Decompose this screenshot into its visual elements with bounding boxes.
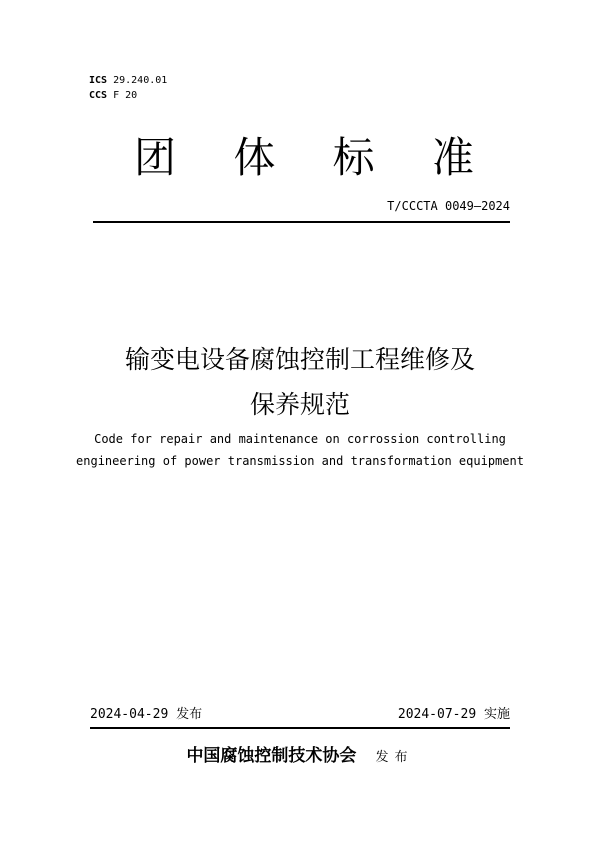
issue-date-block	[90, 706, 202, 724]
standard-number: T/CCCTA 0049—2024	[387, 199, 510, 213]
document-type-char: 体	[233, 133, 276, 182]
ccs-label: CCS	[89, 90, 108, 101]
title-chinese	[60, 337, 540, 427]
ccs-code	[89, 88, 167, 103]
implement-date-block	[398, 706, 510, 724]
title-chinese-line1: 输变电设备腐蚀控制工程维修及	[124, 345, 475, 374]
title-english-line1: Code for repair and maintenance on corrossion controlling	[94, 432, 506, 446]
title-english	[40, 428, 560, 472]
document-type-heading	[134, 132, 474, 184]
publisher-verb: 发布	[375, 750, 414, 765]
footer-divider	[90, 727, 510, 729]
ics-label: ICS	[89, 75, 108, 86]
implement-date: 2024-07-29	[397, 707, 477, 722]
document-type-char: 团	[134, 133, 177, 182]
document-type-char: 准	[431, 133, 474, 182]
classification-codes	[89, 73, 167, 103]
document-type-char: 标	[332, 133, 375, 182]
publisher-line	[60, 745, 540, 767]
issue-label: 发布	[176, 707, 203, 722]
ccs-value: F 20	[113, 90, 138, 101]
header-divider	[93, 221, 510, 223]
dates-row	[90, 706, 510, 724]
implement-label: 实施	[483, 707, 510, 722]
ics-code	[89, 73, 167, 88]
ics-value: 29.240.01	[113, 75, 168, 86]
issue-date: 2024-04-29	[90, 707, 169, 722]
publisher-org: 中国腐蚀控制技术协会	[186, 746, 357, 766]
title-chinese-line2: 保养规范	[249, 390, 350, 419]
title-english-line2: engineering of power transmission and transformation equipment	[76, 454, 524, 468]
